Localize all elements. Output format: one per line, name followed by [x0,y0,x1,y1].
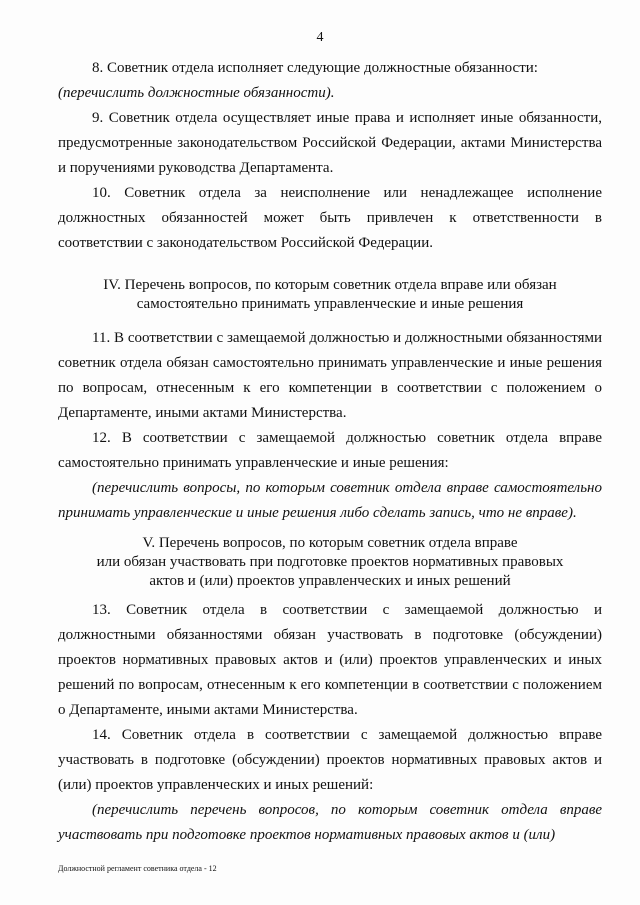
paragraph-11: 11. В соответствии с замещаемой должностью и должностными обязанностями советник отдела обязан самостоятельно принимать управленческие и иные решения по вопросам, отнесенным к его компетенции в соответствии с положением о Департаменте, иными актами Министерства. [58,330,602,421]
paragraph-8-note: (перечислить должностные обязанности). [58,85,335,101]
paragraph-14: 14. Советник отдела в соответствии с замещаемой должностью вправе участвовать в подготовке (обсуждении) проектов нормативных правовых актов и (или) проектов управленческих и иных решений: [58,727,602,793]
section-5-heading-line-3: актов и (или) проектов управленческих и иных решений [149,573,511,589]
paragraphs-13-14 [58,598,602,848]
paragraph-13: 13. Советник отдела в соответствии с замещаемой должностью и должностными обязанностями обязан участвовать в подготовке (обсуждении) проектов нормативных правовых актов и (или) проектов управленческих и иных решений по вопросам, отнесенным к его компетенции в соответствии с положением о Департаменте, иными актами Министерства. [58,602,602,718]
section-5-heading-line-2: или обязан участвовать при подготовке проектов нормативных правовых [96,554,564,570]
section-4-heading-line-2: самостоятельно принимать управленческие и иные решения [136,296,524,312]
paragraph-10: 10. Советник отдела за неисполнение или ненадлежащее исполнение должностных обязанностей может быть привлечен к ответственности в соответствии с законодательством Российской Федерации. [58,185,602,251]
page-number: 4 [316,30,324,45]
paragraph-12: 12. В соответствии с замещаемой должностью советник отдела вправе самостоятельно принимать управленческие и иные решения: [58,430,602,471]
paragraph-12-note: (перечислить вопросы, по которым советник отдела вправе самостоятельно принимать управленческие и иные решения либо сделать запись, что не вправе). [58,480,602,521]
document-footer: Должностной регламент советника отдела - 12 [58,864,217,873]
paragraph-8: 8. Советник отдела исполняет следующие должностные обязанности: [92,60,538,76]
section-4-heading-line-1: IV. Перечень вопросов, по которым советник отдела вправе или обязан [103,277,557,293]
paragraphs-11-12 [58,326,602,526]
section-5-heading [58,534,602,591]
paragraphs-8-10 [58,56,602,256]
section-4-heading [58,276,602,314]
section-5-heading-line-1: V. Перечень вопросов, по которым советник отдела вправе [142,535,518,551]
paragraph-9: 9. Советник отдела осуществляет иные права и исполняет иные обязанности, предусмотренные законодательством Российской Федерации, актами Министерства и поручениями руководства Департамента. [58,110,602,176]
paragraph-14-note: (перечислить перечень вопросов, по которым советник отдела вправе участвовать при подготовке проектов нормативных правовых актов и (или) [58,802,602,843]
